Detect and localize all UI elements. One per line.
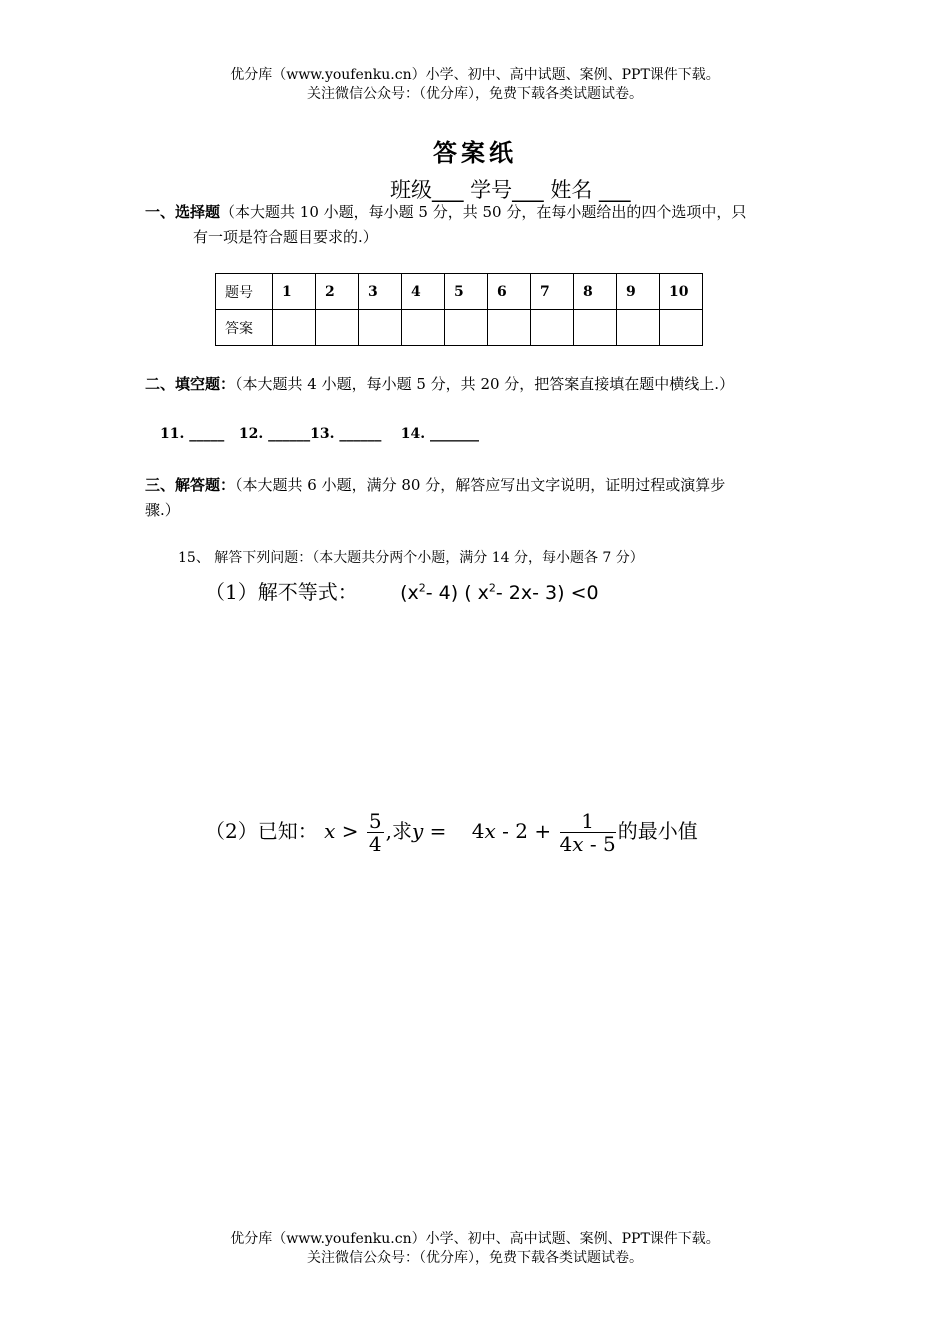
table-row	[216, 274, 703, 310]
fraction-five-fourths: $\frac{5}{4}$	[368, 809, 382, 856]
table-row	[216, 310, 703, 346]
answer-cell[interactable]	[617, 310, 660, 346]
answer-cell[interactable]	[402, 310, 445, 346]
answer-cell[interactable]	[359, 310, 402, 346]
section-2-heading: 二、填空题：	[145, 375, 236, 393]
section-1-heading: 一、选择题	[145, 203, 221, 221]
problem-15-part-1	[205, 576, 599, 605]
part-2-label: （2）已知：	[205, 819, 318, 843]
table-number-cell: 3	[359, 274, 402, 310]
answer-cell[interactable]	[445, 310, 488, 346]
fill-blanks[interactable]: 11. _____ 12. ______13. ______ 14. _______	[160, 426, 480, 442]
table-label-answer: 答案	[216, 310, 273, 346]
table-number-cell: 9	[617, 274, 660, 310]
table-label-number: 题号	[216, 274, 273, 310]
table-number-cell: 1	[273, 274, 316, 310]
table-number-cell: 5	[445, 274, 488, 310]
section-1	[145, 200, 746, 224]
section-3-desc: （本大题共 6 小题，满分 80 分，解答应写出文字说明，证明过程或演算步	[235, 476, 726, 494]
class-id-name-line: 班级___ 学号___ 姓名 ___	[390, 178, 631, 202]
section-3-heading: 三、解答题：	[145, 476, 236, 494]
answer-table	[215, 273, 703, 346]
section-1-desc-2: 有一项是符合题目要求的.）	[193, 228, 378, 246]
answer-cell[interactable]	[316, 310, 359, 346]
section-1-desc: （本大题共 10 小题，每小题 5 分，共 50 分，在每小题给出的四个选项中，只	[220, 203, 747, 221]
problem-15-part-2: （2）已知： x > $\frac{5}{4}$ ,求y = 4x - 2 + $\frac{1}{4x - 5}$ 的最小值	[205, 809, 698, 856]
answer-cell[interactable]	[531, 310, 574, 346]
answer-cell[interactable]	[273, 310, 316, 346]
section-3	[145, 473, 725, 497]
answer-cell[interactable]	[660, 310, 703, 346]
header-line-1: 优分库（www.youfenku.cn）小学、初中、高中试题、案例、PPT课件下载。	[230, 67, 720, 83]
page-title: 答案纸	[433, 138, 517, 167]
header-line-2: 关注微信公众号：（优分库），免费下载各类试题试卷。	[307, 86, 643, 102]
table-number-cell: 4	[402, 274, 445, 310]
section-2	[145, 372, 734, 396]
fraction-reciprocal: $\frac{1}{4x - 5}$	[559, 809, 616, 856]
part-1-label: （1）解不等式：	[205, 580, 358, 604]
inequality-formula: ($x^2-$ 4) ( $x^2-$ 2x- 3) <0	[400, 581, 599, 604]
table-number-cell: 10	[660, 274, 703, 310]
table-number-cell: 8	[574, 274, 617, 310]
table-number-cell: 6	[488, 274, 531, 310]
footer-line-2: 关注微信公众号：（优分库），免费下载各类试题试卷。	[307, 1250, 643, 1266]
table-number-cell: 7	[531, 274, 574, 310]
section-3-desc-2: 骤.）	[145, 501, 180, 519]
problem-15-intro: 15、 解答下列问题：（本大题共分两个小题，满分 14 分，每小题各 7 分）	[178, 550, 644, 566]
footer-line-1: 优分库（www.youfenku.cn）小学、初中、高中试题、案例、PPT课件下载。	[230, 1231, 720, 1247]
answer-cell[interactable]	[488, 310, 531, 346]
answer-cell[interactable]	[574, 310, 617, 346]
section-2-desc: （本大题共 4 小题，每小题 5 分，共 20 分，把答案直接填在题中横线上.）	[235, 375, 735, 393]
table-number-cell: 2	[316, 274, 359, 310]
part-2-suffix: 的最小值	[617, 819, 698, 843]
